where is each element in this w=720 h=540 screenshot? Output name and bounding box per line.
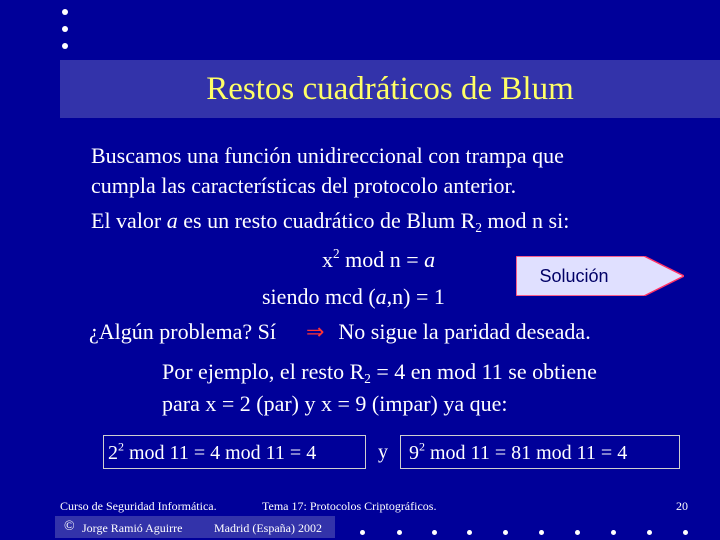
- connector-y: y: [378, 441, 388, 463]
- eq2-post: ,n) = 1: [386, 284, 445, 309]
- text-line-2: [91, 172, 516, 200]
- equation-1: [322, 246, 435, 274]
- implies-arrow: ⇒: [305, 319, 325, 344]
- decor-dot: [611, 530, 616, 535]
- calc-box-2: [400, 435, 680, 469]
- eq1-sup: 2: [333, 245, 340, 261]
- line3-mid: es un resto cuadrático de Blum R: [177, 208, 476, 233]
- decor-dot: [503, 530, 508, 535]
- ex1-pre: Por ejemplo, el resto R: [162, 359, 365, 384]
- footer-topic: Tema 17: Protocolos Criptográficos.: [262, 499, 437, 513]
- footer-place: Madrid (España) 2002: [214, 521, 322, 535]
- eq2-var: a: [375, 284, 387, 309]
- decor-dot: [62, 43, 68, 49]
- box2-sup: 2: [419, 439, 425, 454]
- example-line-2: [162, 390, 508, 418]
- eq1-mid: mod n =: [339, 247, 425, 272]
- line3-post: mod n si:: [481, 208, 570, 233]
- equation-2: [262, 283, 445, 311]
- question-post: No sigue la paridad deseada.: [338, 319, 591, 344]
- decor-dot: [467, 530, 472, 535]
- eq1-var: a: [424, 247, 436, 272]
- footer-author: Jorge Ramió Aguirre: [82, 521, 183, 535]
- decor-dot: [360, 530, 365, 535]
- box1-base: 2: [108, 442, 118, 464]
- text-line-3: [91, 207, 569, 235]
- slide-title: Restos cuadráticos de Blum: [206, 71, 574, 107]
- eq2-pre: siendo mcd (: [262, 284, 376, 309]
- decor-dot: [397, 530, 402, 535]
- decor-dot: [683, 530, 688, 535]
- calc-box-1: [103, 435, 366, 469]
- box2-base: 9: [409, 442, 419, 464]
- decor-dot: [539, 530, 544, 535]
- ex1-post: = 4 en mod 11 se obtiene: [370, 359, 597, 384]
- example-line-1: [162, 358, 597, 386]
- box1-rest: mod 11 = 4 mod 11 = 4: [124, 442, 317, 464]
- ex1-sub: 2: [364, 370, 371, 386]
- footer-page-number: 20: [676, 499, 688, 513]
- ex2-text: para x = 2 (par) y x = 9 (impar) ya que:: [162, 391, 508, 416]
- box2-rest: mod 11 = 81 mod 11 = 4: [425, 442, 628, 464]
- copyright-symbol: ©: [64, 519, 75, 534]
- line3-sub: 2: [475, 219, 482, 235]
- text-line-1: [91, 142, 564, 170]
- box1-sup: 2: [118, 439, 124, 454]
- decor-dot: [62, 26, 68, 32]
- decor-dot: [62, 9, 68, 15]
- line1-text: Buscamos una función unidireccional con trampa que: [91, 143, 564, 168]
- eq1-pre: x: [322, 247, 333, 272]
- line2-text: cumpla las características del protocolo anterior.: [91, 173, 517, 198]
- question-line: [89, 318, 591, 346]
- line3-var: a: [166, 208, 178, 233]
- solution-label[interactable]: Solución: [539, 266, 609, 286]
- decor-dot: [575, 530, 580, 535]
- line3-pre: El valor: [91, 208, 167, 233]
- decor-dot: [432, 530, 437, 535]
- question-pre: ¿Algún problema? Sí: [89, 319, 276, 344]
- footer-course: Curso de Seguridad Informática.: [60, 499, 217, 513]
- decor-dot: [647, 530, 652, 535]
